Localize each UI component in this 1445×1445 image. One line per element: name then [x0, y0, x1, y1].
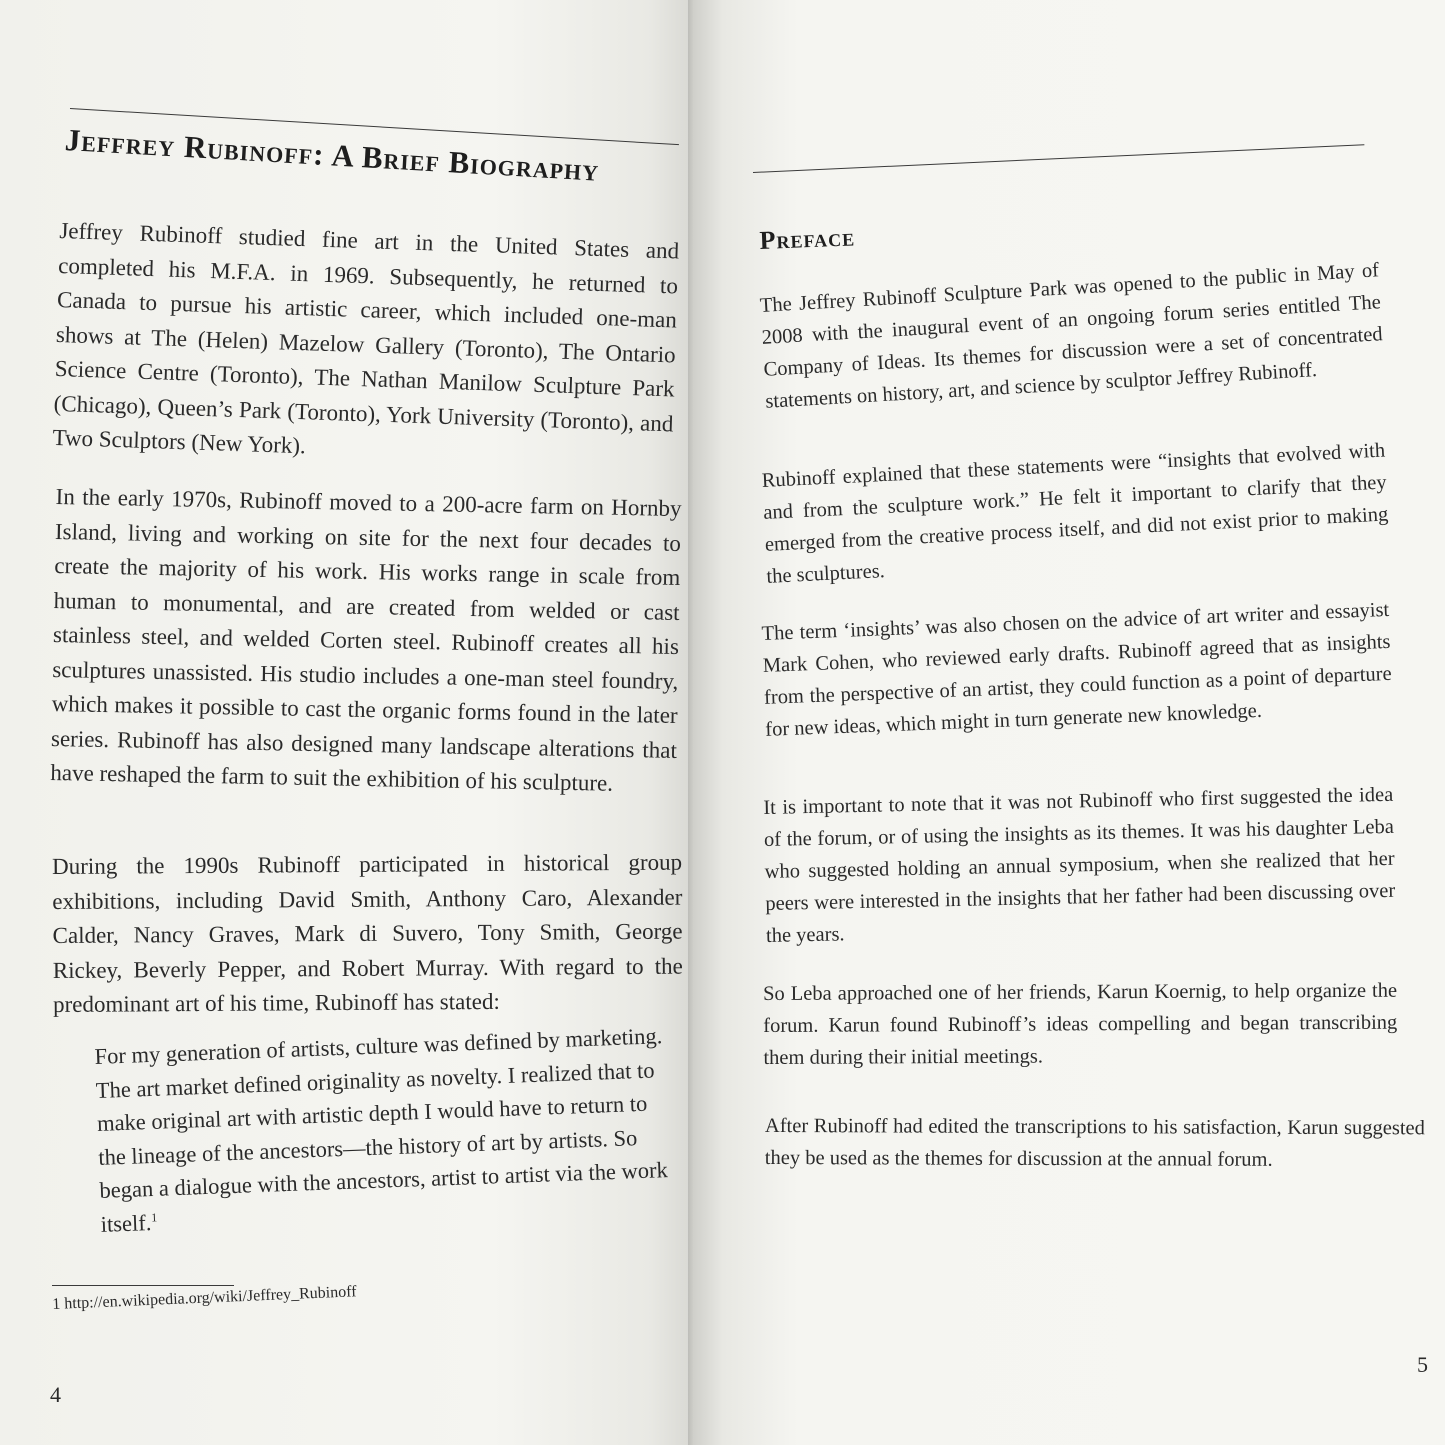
page-number-right: 5 — [1417, 1352, 1428, 1377]
biography-paragraph-3: During the 1990s Rubinoff participated in historical group exhibitions, including David Smith, Anthony Caro, Alexander Calder, Nancy Graves, Mark di Suvero, Tony Smith, George Rickey, Beverly Pepper, and Robert Murray. With regard to the predominant art of his time, Rubinoff has stated: — [52, 849, 683, 1017]
section-title: Preface — [759, 222, 856, 255]
preface-paragraph-4: It is important to note that it was not Rubinoff who first suggested the idea of the forum, or of using the insights as its themes. It was his daughter Leba who suggested holding an annual symposium, when she realized that her peers were interested in the insights that her father had been discussing over the years. — [763, 783, 1396, 947]
page-number-left: 4 — [50, 1382, 61, 1407]
right-page — [693, 0, 1445, 1445]
biography-paragraph-2: In the early 1970s, Rubinoff moved to a 200-acre farm on Hornby Island, living and working on site for the next four decades to create the majority of his work. His works range in scale from human to monumental, and are created from welded or cast stainless steel, and welded Corten steel. Rubinoff creates all his sculptures unassisted. His studio includes a one-man steel foundry, which makes it possible to cast the organic forms found in the later series. Rubinoff has also designed many landscape alterations that have reshaped the farm to suit the exhibition of his sculpture. — [50, 483, 682, 796]
footnote-marker: 1 — [150, 1209, 158, 1225]
preface-paragraph-6: After Rubinoff had edited the transcriptions to his satisfaction, Karun suggested they be used as the themes for discussion at the annual forum. — [764, 1115, 1425, 1171]
blockquote — [94, 1019, 679, 1241]
biography-paragraph-1: Jeffrey Rubinoff studied fine art in the United States and completed his M.F.A. in 1969. Subsequently, he returned to Canada to pursue his artistic career, which included one-man shows at The (Helen) Mazelow Gallery (Toronto), The Ontario Science Centre (Toronto), The Nathan Manilow Sculpture Park (Chicago), Queen’s Park (Toronto), York University (Toronto), and Two Sculptors (New York). — [52, 217, 680, 459]
top-rule — [753, 144, 1364, 173]
footnote-rule — [52, 1285, 234, 1286]
left-page — [0, 0, 705, 1445]
footnote: 1 http://en.wikipedia.org/wiki/Jeffrey_Rubinoff — [52, 1283, 357, 1313]
quote-text: For my generation of artists, culture was defined by marketing. The art market defined originality as novelty. I realized that to make original art with artistic depth I would have to return to the lineage of the ancestors—the history of art by artists. So began a dialogue with the ancestors, artist to artist via the work itself. — [94, 1023, 669, 1237]
preface-paragraph-2: Rubinoff explained that these statements were “insights that evolved with and from the sculpture work.” He felt it important to clarify that they emerged from the creative process itself, and did not exist prior to making the sculptures. — [761, 439, 1389, 588]
page-title: Jeffrey Rubinoff: A Brief Biography — [63, 122, 601, 188]
preface-paragraph-3: The term ‘insights’ was also chosen on the advice of art writer and essayist Mark Cohen, who reviewed early drafts. Rubinoff agreed that as insights from the perspective of an artist, they could function as a point of departure for new ideas, which might in turn generate new knowledge. — [761, 598, 1393, 741]
preface-paragraph-1: The Jeffrey Rubinoff Sculpture Park was opened to the public in May of 2008 with the inaugural event of an ongoing forum series entitled The Company of Ideas. Its themes for discussion were a set of concentrated statements on history, art, and science by sculptor Jeffrey Rubinoff. — [759, 259, 1384, 413]
preface-paragraph-5: So Leba approached one of her friends, Karun Koernig, to help organize the forum. Karun found Rubinoff’s ideas compelling and began transcribing them during their initial meetings. — [763, 979, 1398, 1069]
